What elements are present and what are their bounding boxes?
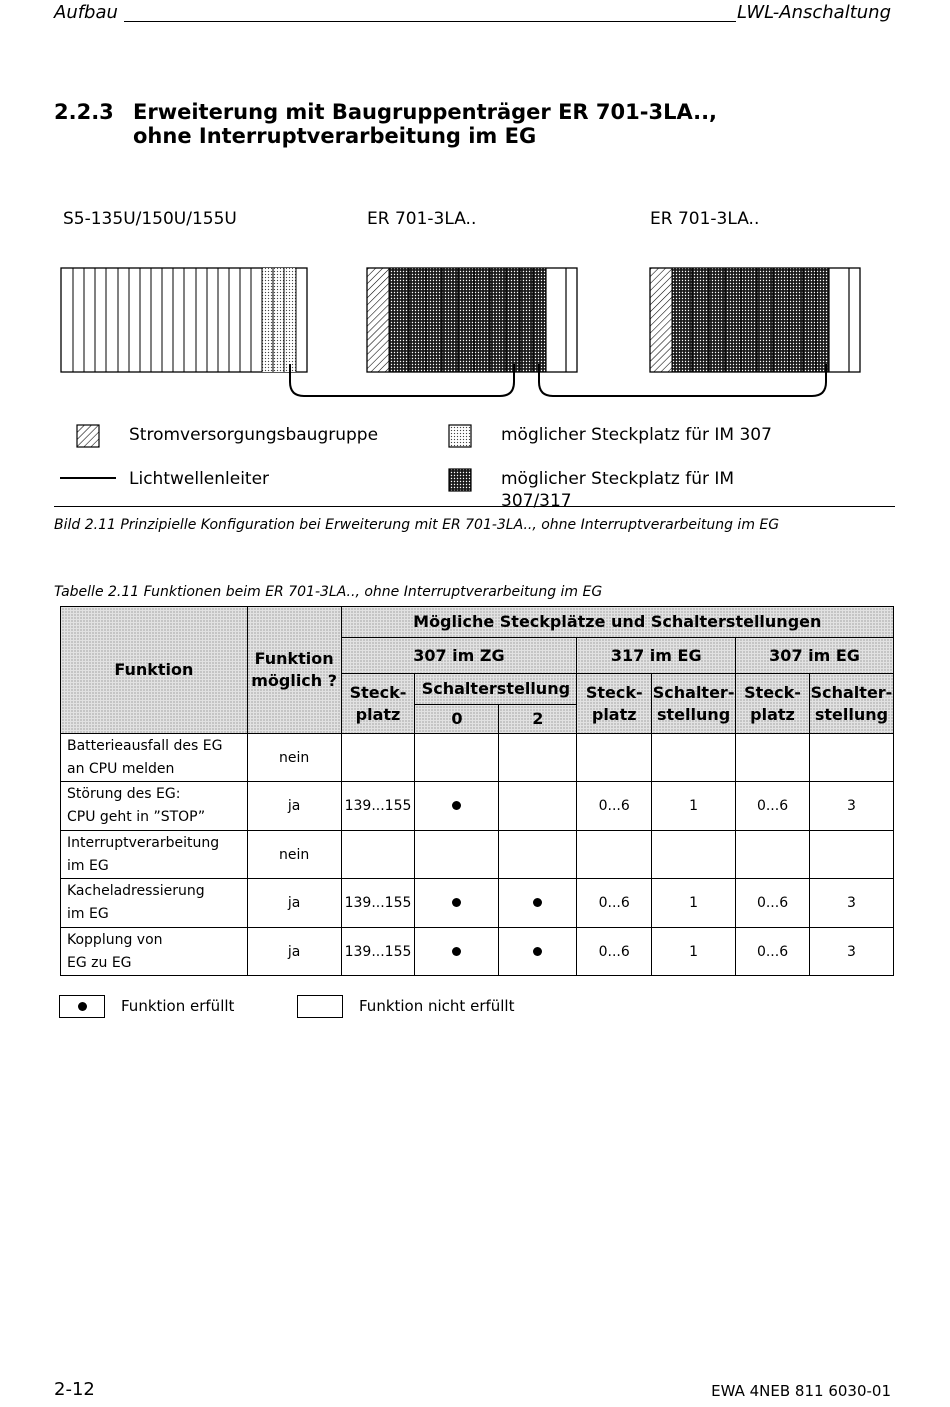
row-funktion — [61, 879, 248, 928]
header-eg307: 307 im EG — [736, 638, 894, 674]
header-moeglich-line2: möglich ? — [251, 671, 338, 690]
row-zg-s2 — [499, 879, 577, 928]
row-317-steck: 0...6 — [577, 879, 652, 928]
legend-filled-box — [59, 995, 105, 1018]
diagram-label-er1: ER 701-3LA.. — [367, 209, 477, 229]
table-caption: Tabelle 2.11 Funktionen beim ER 701-3LA.., ohne Interruptverarbeitung im EG — [54, 584, 603, 600]
row-zg-s0 — [415, 879, 499, 928]
header-pos-2: 2 — [499, 705, 577, 734]
header-307-steckplatz — [736, 674, 810, 734]
row-zg-s0 — [415, 734, 499, 782]
row-307-steck: 0...6 — [736, 782, 810, 831]
row-307-sch: 3 — [809, 879, 893, 928]
page-number: 2-12 — [54, 1379, 95, 1400]
header-317-steckplatz — [577, 674, 652, 734]
row-funktion — [61, 831, 248, 879]
row-zg-steck: 139...155 — [341, 879, 415, 928]
header-zg307: 307 im ZG — [341, 638, 577, 674]
row-zg-s2 — [499, 928, 577, 976]
diagram-label-cpu: S5-135U/150U/155U — [63, 209, 237, 229]
header-zg-schalterstellung: Schalterstellung — [415, 674, 577, 705]
row-307-sch — [809, 734, 893, 782]
header-schalter-line2: stellung — [814, 704, 889, 724]
row-307-steck: 0...6 — [736, 928, 810, 976]
row-zg-s0 — [415, 928, 499, 976]
document-number: EWA 4NEB 811 6030-01 — [711, 1382, 891, 1400]
legend-im307-swatch — [449, 425, 471, 447]
legend-im307-label: möglicher Steckplatz für IM 307 — [501, 425, 772, 445]
row-funktion-line1: Kopplung von — [67, 931, 163, 948]
legend-empty-box — [297, 995, 343, 1018]
row-317-sch: 1 — [652, 782, 736, 831]
fulfilled-dot — [452, 801, 461, 810]
row-moeglich: nein — [247, 831, 341, 879]
row-zg-steck — [341, 831, 415, 879]
row-317-steck — [577, 734, 652, 782]
row-funktion-line1: Interruptverarbeitung — [67, 834, 220, 851]
row-funktion — [61, 734, 248, 782]
section-title-line2: ohne Interruptverarbeitung im EG — [133, 124, 537, 148]
header-moeglich-line1: Funktion — [254, 649, 334, 668]
header-left: Aufbau — [54, 2, 118, 23]
diagram-label-er2: ER 701-3LA.. — [650, 209, 760, 229]
row-moeglich: ja — [247, 928, 341, 976]
row-moeglich: ja — [247, 782, 341, 831]
row-zg-s0 — [415, 831, 499, 879]
rack-er701-1 — [367, 268, 577, 372]
fulfilled-dot — [452, 947, 461, 956]
row-317-sch — [652, 831, 736, 879]
row-317-sch: 1 — [652, 879, 736, 928]
header-steck-line2: platz — [591, 704, 637, 724]
row-funktion-line2: im EG — [67, 906, 109, 922]
legend-fiber-label: Lichtwellenleiter — [129, 469, 270, 489]
row-funktion-line1: Störung des EG: — [67, 786, 181, 802]
row-moeglich: nein — [247, 734, 341, 782]
section-title-line1: Erweiterung mit Baugruppenträger ER 701-3LA.., — [133, 100, 718, 124]
table-row — [61, 831, 894, 879]
rack-er701-2 — [650, 268, 860, 372]
header-steck-line2: platz — [355, 704, 401, 724]
figure-caption: Bild 2.11 Prinzipielle Konfiguration bei Erweiterung mit ER 701-3LA.., ohne Interruptverarbeitung im EG — [54, 517, 780, 533]
table-row — [61, 734, 894, 782]
row-zg-steck: 139...155 — [341, 928, 415, 976]
fulfilled-dot — [533, 898, 542, 907]
header-307-schalterstellung — [809, 674, 893, 734]
row-funktion — [61, 928, 248, 976]
row-funktion-line1: Kacheladressierung — [67, 883, 205, 899]
row-zg-s2 — [499, 734, 577, 782]
legend-im307-317-label-line2: 307/317 — [501, 491, 572, 511]
legend-empty-label: Funktion nicht erfüllt — [359, 997, 515, 1015]
row-funktion-line2: an CPU melden — [67, 760, 175, 777]
header-schalter-line1: Schalter- — [810, 682, 893, 702]
header-steck-line2: platz — [750, 704, 795, 724]
header-steck-line1: Steck- — [585, 682, 643, 702]
header-zg-steckplatz — [341, 674, 415, 734]
header-moeglich — [247, 607, 341, 734]
figure-rule — [54, 506, 895, 507]
legend-filled-label: Funktion erfüllt — [121, 997, 235, 1015]
fulfilled-dot — [533, 947, 542, 956]
header-group: Mögliche Steckplätze und Schalterstellungen — [341, 607, 893, 638]
legend-im307-317-label: möglicher Steckplatz für IM — [501, 469, 735, 489]
table-row — [61, 782, 894, 831]
row-317-steck: 0...6 — [577, 782, 652, 831]
section-number: 2.2.3 — [54, 100, 114, 124]
header-schalter-line1: Schalter- — [652, 682, 735, 702]
row-funktion-line1: Batterieausfall des EG — [67, 737, 223, 754]
row-307-sch: 3 — [809, 928, 893, 976]
legend-im307-317-swatch — [449, 469, 471, 491]
header-schalter-line2: stellung — [657, 704, 731, 724]
legend-psu-swatch — [77, 425, 99, 447]
row-zg-s2 — [499, 831, 577, 879]
row-307-steck — [736, 831, 810, 879]
table-row — [61, 928, 894, 976]
header-funktion: Funktion — [61, 607, 248, 734]
row-307-sch — [809, 831, 893, 879]
row-zg-steck: 139...155 — [341, 782, 415, 831]
row-317-sch — [652, 734, 736, 782]
rack-central-controller — [61, 268, 307, 372]
row-funktion-line2: CPU geht in ”STOP” — [67, 809, 206, 825]
row-307-steck: 0...6 — [736, 879, 810, 928]
row-307-steck — [736, 734, 810, 782]
header-eg317: 317 im EG — [577, 638, 736, 674]
legend-psu-label: Stromversorgungsbaugruppe — [129, 425, 379, 445]
fulfilled-dot — [452, 898, 461, 907]
header-317-schalterstellung — [652, 674, 736, 734]
row-zg-s0 — [415, 782, 499, 831]
header-pos-0: 0 — [415, 705, 499, 734]
row-funktion — [61, 782, 248, 831]
row-funktion-line2: EG zu EG — [67, 954, 132, 971]
header-right: LWL-Anschaltung — [737, 2, 891, 23]
filled-dot-icon — [78, 1002, 87, 1011]
row-moeglich: ja — [247, 879, 341, 928]
row-317-steck — [577, 831, 652, 879]
row-zg-steck — [341, 734, 415, 782]
row-317-sch: 1 — [652, 928, 736, 976]
header-steck-line1: Steck- — [744, 682, 801, 702]
row-zg-s2 — [499, 782, 577, 831]
header-steck-line1: Steck- — [349, 682, 407, 702]
row-funktion-line2: im EG — [67, 857, 109, 874]
table-row — [61, 879, 894, 928]
row-317-steck: 0...6 — [577, 928, 652, 976]
row-307-sch: 3 — [809, 782, 893, 831]
functions-table — [60, 606, 894, 976]
